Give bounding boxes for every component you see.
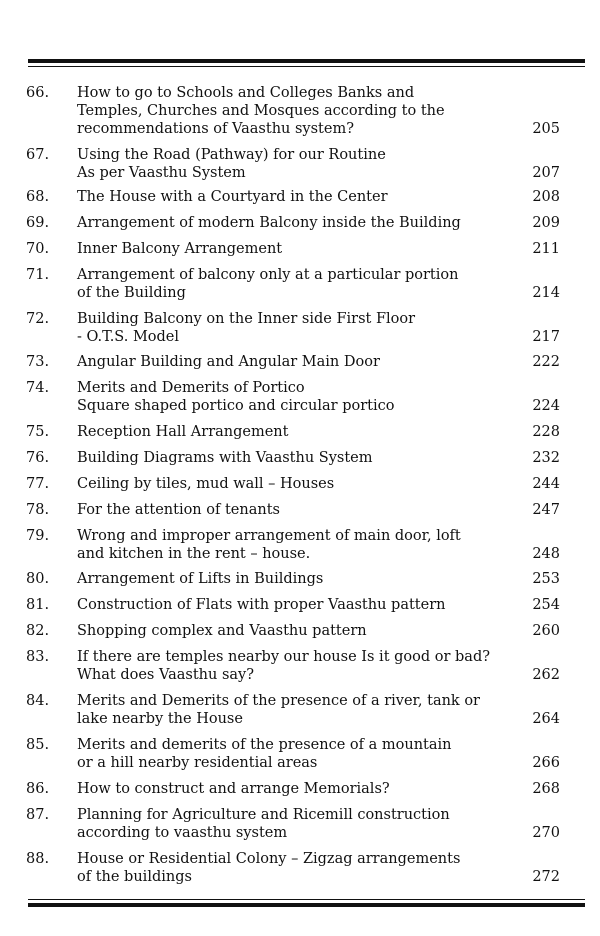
entry-page-number: 247 bbox=[532, 502, 560, 518]
entry-title bbox=[77, 806, 527, 842]
entry-page-number: 217 bbox=[532, 329, 560, 345]
entry-number: 84. bbox=[26, 693, 50, 709]
entry-title-line: Angular Building and Angular Main Door bbox=[77, 354, 380, 370]
entry-number: 69. bbox=[26, 215, 50, 231]
entry-number: 66. bbox=[26, 85, 50, 101]
entry-title-line: The House with a Courtyard in the Center bbox=[77, 189, 388, 205]
entry-page-number: 211 bbox=[532, 241, 560, 257]
entry-title-line: Merits and demerits of the presence of a mountain bbox=[77, 737, 452, 753]
entry-number: 76. bbox=[26, 450, 50, 466]
entry-title bbox=[77, 214, 527, 232]
entry-page-number: 214 bbox=[532, 285, 560, 301]
entry-title-line: Arrangement of Lifts in Buildings bbox=[77, 571, 324, 587]
entry-title bbox=[77, 780, 527, 798]
entry-title bbox=[77, 596, 527, 614]
entry-title bbox=[77, 449, 527, 467]
entry-title-line: according to vaasthu system bbox=[77, 825, 288, 841]
entry-page-number: 248 bbox=[532, 546, 560, 562]
entry-title-line: Inner Balcony Arrangement bbox=[77, 241, 283, 257]
entry-title-line: House or Residential Colony – Zigzag arrangements bbox=[77, 851, 461, 867]
entry-page-number: 222 bbox=[532, 354, 560, 370]
entry-title-line: If there are temples nearby our house Is it good or bad? bbox=[77, 649, 491, 665]
entry-title-line: Arrangement of modern Balcony inside the Building bbox=[77, 215, 461, 231]
entry-page-number: 232 bbox=[532, 450, 560, 466]
entry-number: 86. bbox=[26, 781, 50, 797]
entry-number: 78. bbox=[26, 502, 50, 518]
entry-page-number: 209 bbox=[532, 215, 560, 231]
entry-title bbox=[77, 310, 527, 346]
entry-number: 88. bbox=[26, 851, 50, 867]
entry-number: 80. bbox=[26, 571, 50, 587]
entry-title bbox=[77, 188, 527, 206]
entry-title-line: What does Vaasthu say? bbox=[77, 667, 255, 683]
entry-number: 74. bbox=[26, 380, 50, 396]
entry-title bbox=[77, 266, 527, 302]
entry-title-line: Arrangement of balcony only at a particular portion bbox=[77, 267, 459, 283]
entry-title bbox=[77, 240, 527, 258]
entry-title-line: For the attention of tenants bbox=[77, 502, 280, 518]
entry-title bbox=[77, 146, 527, 182]
entry-page-number: 208 bbox=[532, 189, 560, 205]
entry-title-line: of the buildings bbox=[77, 869, 192, 885]
entry-title-line: How to go to Schools and Colleges Banks and bbox=[77, 85, 415, 101]
entry-title bbox=[77, 84, 527, 138]
entry-number: 82. bbox=[26, 623, 50, 639]
entry-title-line: recommendations of Vaasthu system? bbox=[77, 121, 354, 137]
entry-title-line: Building Diagrams with Vaasthu System bbox=[77, 450, 373, 466]
entry-number: 71. bbox=[26, 267, 50, 283]
entry-page-number: 264 bbox=[532, 711, 560, 727]
entry-page-number: 272 bbox=[532, 869, 560, 885]
entry-title bbox=[77, 622, 527, 640]
entry-title-line: Shopping complex and Vaasthu pattern bbox=[77, 623, 367, 639]
entry-title-line: Square shaped portico and circular portico bbox=[77, 398, 395, 414]
entry-title-line: and kitchen in the rent – house. bbox=[77, 546, 311, 562]
entry-page-number: 207 bbox=[532, 165, 560, 181]
entry-title-line: Using the Road (Pathway) for our Routine bbox=[77, 147, 386, 163]
entry-number: 83. bbox=[26, 649, 50, 665]
entry-title-line: How to construct and arrange Memorials? bbox=[77, 781, 390, 797]
entry-title-line: Construction of Flats with proper Vaasthu pattern bbox=[77, 597, 446, 613]
entry-number: 87. bbox=[26, 807, 50, 823]
entry-number: 70. bbox=[26, 241, 50, 257]
entry-title-line: Wrong and improper arrangement of main door, loft bbox=[77, 528, 461, 544]
entry-number: 85. bbox=[26, 737, 50, 753]
entry-title bbox=[77, 648, 527, 684]
entry-title-line: Merits and Demerits of Portico bbox=[77, 380, 305, 396]
entry-title-line: Reception Hall Arrangement bbox=[77, 424, 289, 440]
entry-page-number: 266 bbox=[532, 755, 560, 771]
entry-page-number: 262 bbox=[532, 667, 560, 683]
entry-page-number: 260 bbox=[532, 623, 560, 639]
entry-number: 68. bbox=[26, 189, 50, 205]
entry-title bbox=[77, 353, 527, 371]
entry-page-number: 224 bbox=[532, 398, 560, 414]
entry-page-number: 244 bbox=[532, 476, 560, 492]
entry-title bbox=[77, 423, 527, 441]
entry-number: 75. bbox=[26, 424, 50, 440]
entry-title bbox=[77, 475, 527, 493]
entry-page-number: 205 bbox=[532, 121, 560, 137]
entry-title bbox=[77, 850, 527, 886]
entry-number: 72. bbox=[26, 311, 50, 327]
entry-number: 77. bbox=[26, 476, 50, 492]
entry-page-number: 268 bbox=[532, 781, 560, 797]
entry-title-line: Temples, Churches and Mosques according to the bbox=[77, 103, 445, 119]
entry-title-line: Merits and Demerits of the presence of a river, tank or bbox=[77, 693, 480, 709]
entry-number: 67. bbox=[26, 147, 50, 163]
entry-page-number: 270 bbox=[532, 825, 560, 841]
entry-title bbox=[77, 692, 527, 728]
entry-title bbox=[77, 736, 527, 772]
entry-title bbox=[77, 379, 527, 415]
entry-title-line: or a hill nearby residential areas bbox=[77, 755, 318, 771]
entry-title bbox=[77, 501, 527, 519]
entry-number: 73. bbox=[26, 354, 50, 370]
entry-number: 81. bbox=[26, 597, 50, 613]
entry-title-line: lake nearby the House bbox=[77, 711, 243, 727]
entry-title-line: Building Balcony on the Inner side First Floor bbox=[77, 311, 416, 327]
entry-title-line: As per Vaasthu System bbox=[77, 165, 246, 181]
entry-title-line: of the Building bbox=[77, 285, 186, 301]
bottom-rule-thick bbox=[28, 903, 585, 907]
entry-title bbox=[77, 570, 527, 588]
entry-page-number: 228 bbox=[532, 424, 560, 440]
bottom-rule-thin bbox=[28, 899, 585, 900]
entry-number: 79. bbox=[26, 528, 50, 544]
entry-page-number: 254 bbox=[532, 597, 560, 613]
entry-title bbox=[77, 527, 527, 563]
entry-title-line: Ceiling by tiles, mud wall – Houses bbox=[77, 476, 335, 492]
entry-page-number: 253 bbox=[532, 571, 560, 587]
entry-title-line: - O.T.S. Model bbox=[77, 329, 180, 345]
entry-title-line: Planning for Agriculture and Ricemill construction bbox=[77, 807, 450, 823]
